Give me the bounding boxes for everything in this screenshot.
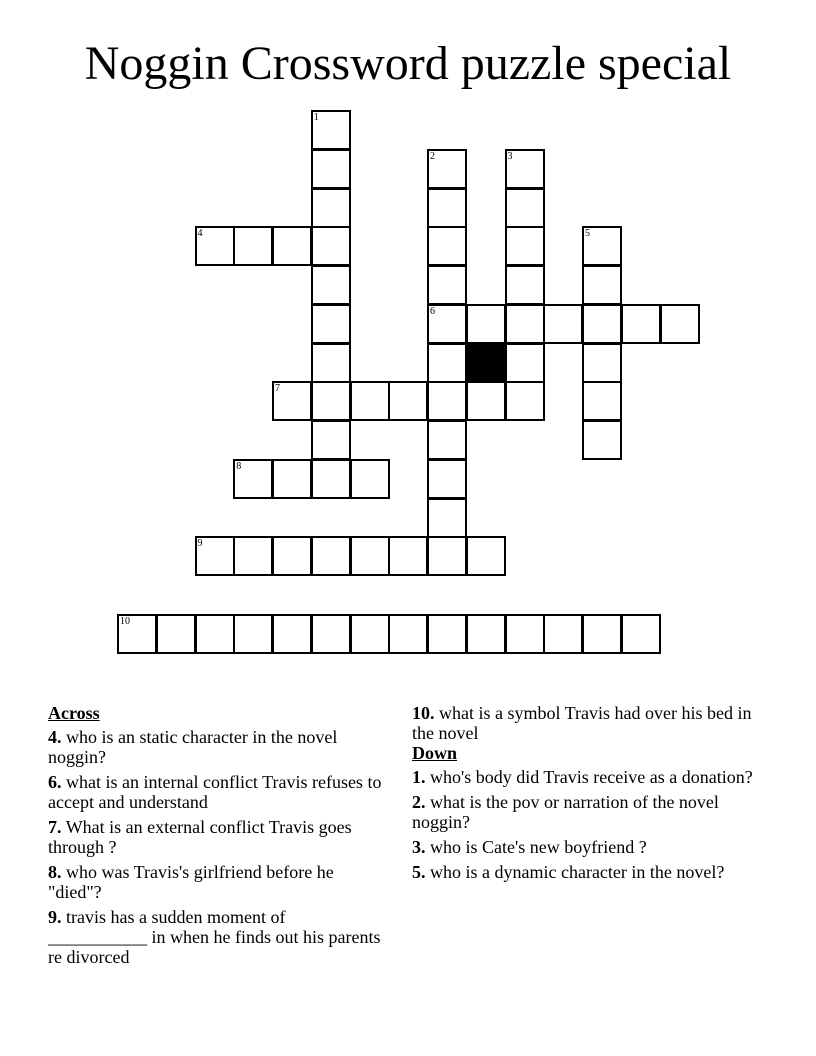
grid-cell[interactable] [543,614,583,654]
grid-cell[interactable] [311,149,351,189]
grid-cell[interactable] [272,226,312,266]
grid-cell[interactable] [427,188,467,228]
clue-number: 3. [412,837,426,857]
grid-cell[interactable] [311,110,351,150]
grid-cell[interactable] [427,226,467,266]
grid-cell[interactable] [311,343,351,383]
across-heading: Across [48,703,100,723]
grid-cell[interactable] [427,420,467,460]
grid-cell[interactable] [427,265,467,305]
grid-cell[interactable] [427,536,467,576]
grid-cell[interactable] [388,381,428,421]
grid-cell[interactable] [311,381,351,421]
cell-number: 1 [313,112,319,123]
grid-cell[interactable] [388,536,428,576]
grid-cell[interactable] [505,343,545,383]
page-title: Noggin Crossword puzzle special [84,37,732,90]
cell-number: 8 [236,460,242,472]
grid-cell[interactable] [272,459,312,499]
grid-cell[interactable] [272,614,312,654]
clue-number: 5. [412,862,426,882]
grid-cell[interactable] [505,188,545,228]
clue-number: 8. [48,862,62,882]
grid-cell[interactable] [233,459,273,499]
grid-cell[interactable] [582,265,622,305]
grid-cell[interactable] [427,459,467,499]
down-heading: Down [412,743,458,763]
clue-across-6 [48,772,388,812]
grid-cell[interactable] [505,381,545,421]
grid-cell[interactable] [195,614,235,654]
grid-cell[interactable] [195,536,235,576]
grid-cell[interactable] [505,304,545,344]
clue-number: 9. [48,907,62,927]
grid-cell[interactable] [311,536,351,576]
grid-cell[interactable] [388,614,428,654]
grid-cell[interactable] [582,226,622,266]
grid-cell[interactable] [233,536,273,576]
clues-column-right [412,703,762,882]
cell-number: 7 [275,383,280,395]
clue-text: What is an external conflict Travis goes through ? [48,817,352,857]
black-cell [466,343,506,383]
clues-column-left [48,703,388,967]
grid-cell[interactable] [582,304,622,344]
clue-number: 10. [412,703,435,723]
grid-cell[interactable] [311,614,351,654]
grid-cell[interactable] [466,381,506,421]
clue-text: what is a symbol Travis had over his bed in the novel [412,703,752,743]
grid-cell[interactable] [195,226,235,266]
grid-cell[interactable] [117,614,157,654]
grid-cell[interactable] [582,343,622,383]
clue-number: 4. [48,727,62,747]
grid-cell[interactable] [582,614,622,654]
clue-text: what is an internal conflict Travis refuses to accept and understand [48,772,382,812]
grid-cell[interactable] [156,614,196,654]
clue-across-9 [48,907,388,967]
grid-cell[interactable] [350,536,390,576]
clue-across-7 [48,817,388,857]
clue-text: who is Cate's new boyfriend ? [430,837,647,857]
grid-cell[interactable] [466,536,506,576]
grid-cell[interactable] [427,498,467,538]
grid-cell[interactable] [427,304,467,344]
clue-across-8 [48,862,388,902]
cell-number: 9 [197,538,203,550]
clue-down-5 [412,862,762,882]
clue-text: who's body did Travis receive as a donation? [430,767,753,787]
grid-cell[interactable] [350,381,390,421]
grid-cell[interactable] [272,536,312,576]
grid-cell[interactable] [233,614,273,654]
grid-cell[interactable] [582,381,622,421]
clue-text: who was Travis's girlfriend before he "died"? [48,862,334,902]
clue-number: 7. [48,817,62,837]
grid-cell[interactable] [427,343,467,383]
clue-text: travis has a sudden moment of ___________ in when he finds out his parents re divorced [48,907,381,967]
grid-cell[interactable] [466,614,506,654]
clue-number: 6. [48,772,62,792]
grid-cell[interactable] [505,226,545,266]
clue-text: who is an static character in the novel noggin? [48,727,338,767]
grid-cell[interactable] [543,304,583,344]
grid-cell[interactable] [311,459,351,499]
grid-cell[interactable] [311,226,351,266]
grid-cell[interactable] [311,265,351,305]
clue-down-2 [412,792,762,832]
grid-cell[interactable] [311,420,351,460]
grid-cell[interactable] [350,614,390,654]
grid-cell[interactable] [621,304,661,344]
clue-number: 1. [412,767,426,787]
cell-number: 2 [430,150,435,162]
cell-number: 6 [430,305,435,317]
clue-text: who is a dynamic character in the novel? [430,862,725,882]
grid-cell[interactable] [582,420,622,460]
grid-cell[interactable] [505,614,545,654]
clue-across-10 [412,703,762,743]
grid-cell[interactable] [505,265,545,305]
grid-cell[interactable] [350,459,390,499]
cell-number: 10 [120,615,130,627]
grid-cell[interactable] [621,614,661,654]
clue-across-4 [48,727,388,767]
grid-cell[interactable] [233,226,273,266]
cell-number: 3 [507,150,513,162]
grid-cell[interactable] [311,188,351,228]
clue-down-1 [412,767,762,787]
grid-cell[interactable] [427,381,467,421]
cell-number: 5 [585,228,590,240]
grid-cell[interactable] [427,149,467,189]
grid-cell[interactable] [466,304,506,344]
clue-down-3 [412,837,762,857]
grid-cell[interactable] [311,304,351,344]
grid-cell[interactable] [660,304,700,344]
grid-cell[interactable] [427,614,467,654]
cell-number: 4 [197,228,203,240]
clue-number: 2. [412,792,426,812]
grid-cell[interactable] [505,149,545,189]
grid-cell[interactable] [272,381,312,421]
clue-text: what is the pov or narration of the novel noggin? [412,792,719,832]
